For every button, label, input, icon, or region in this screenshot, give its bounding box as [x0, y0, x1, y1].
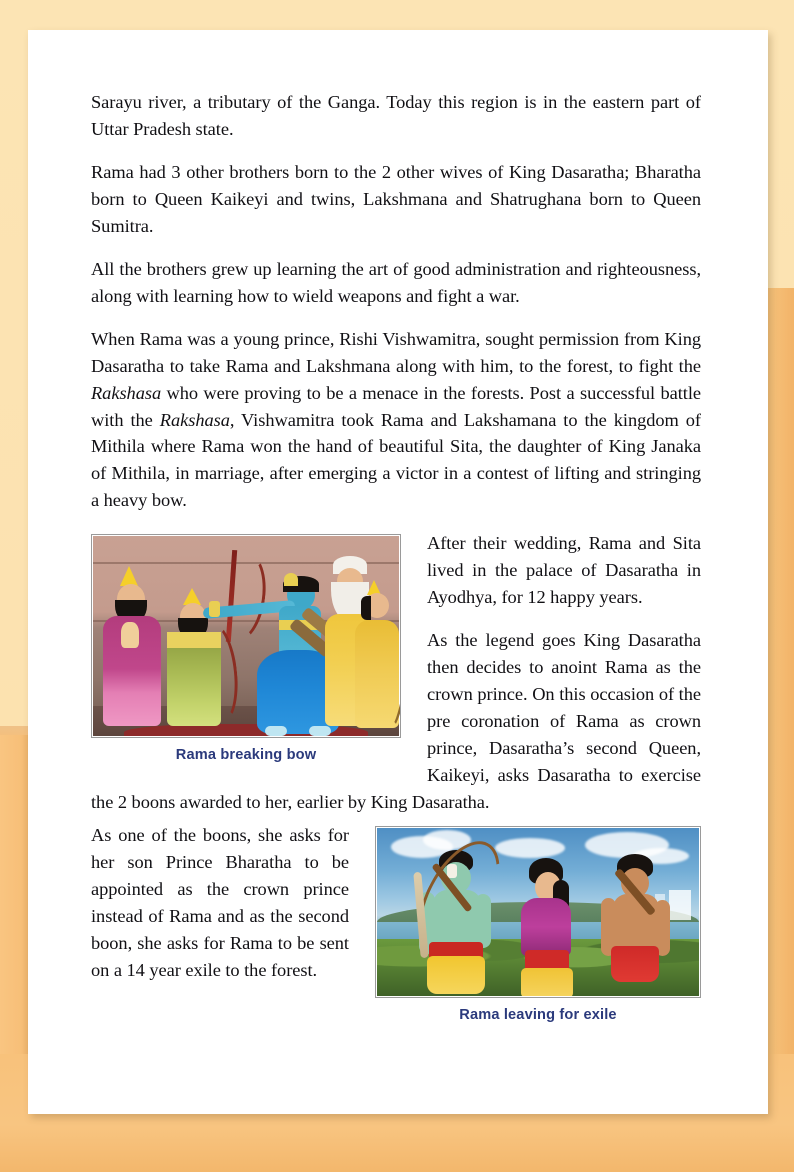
- figure-rama-leaving-for-exile: [375, 826, 701, 1023]
- text-run: When Rama was a young prince, Rishi Vishwamitra, sought permission from King Dasaratha to take Rama and Lakshmana along with him, to the forest, to fight the: [91, 328, 701, 376]
- illustration-rama-leaving-for-exile: [377, 828, 699, 996]
- text-run: All the brothers grew up learning the art of good administration and righteousness, along with learning how to wield weapons and fight a war.: [91, 258, 701, 306]
- page-content: [91, 89, 701, 1027]
- image-frame[interactable]: [375, 826, 701, 998]
- figure-caption: Rama breaking bow: [175, 747, 317, 764]
- paragraph-2: [91, 159, 701, 240]
- image-frame[interactable]: [91, 534, 401, 738]
- text-run: Rama had 3 other brothers born to the 2 other wives of King Dasaratha; Bharatha born to Queen Kaikeyi and twins, Lakshmana and Shatrughana born to Queen Sumitra.: [91, 161, 701, 236]
- text-run: who were proving to be a menace in the forests. Post a successful battle with the: [91, 382, 701, 430]
- text-run: As one of the boons, she asks for her son Prince Bharatha to be appointed as the crown prince instead of Rama and as the second boon, she asks for Rama to be sent on a 14 year exile to the forest.: [91, 824, 349, 980]
- paragraph-4: [91, 326, 701, 515]
- paragraph-1: [91, 89, 701, 143]
- text-run: , Vishwamitra took Rama and Lakshamana to the kingdom of Mithila where Rama won the hand of beautiful Sita, the daughter of King Janaka of Mithila, in marriage, after emerging a victor in a contest of lifting and stringing a heavy bow.: [91, 409, 701, 511]
- text-run: Sarayu river, a tributary of the Ganga. Today this region is in the eastern part of Uttar Pradesh state.: [91, 92, 701, 139]
- figure-text-block-upper: [91, 530, 701, 816]
- figure-rama-breaking-bow: [91, 534, 401, 763]
- figure-text-block-lower: [91, 822, 701, 1027]
- text-run-italic-rakshasa-2: Rakshasa: [159, 409, 230, 430]
- document-page: [28, 30, 768, 1114]
- text-run-italic-rakshasa-1: Rakshasa: [91, 382, 162, 403]
- illustration-rama-breaking-bow: [93, 536, 399, 736]
- text-run: As the legend goes King Dasaratha then decides to anoint Rama as the crown prince. On this occasion of the pre coronation of Rama as crown prince, Dasaratha’s second Queen, Kaikeyi, asks Dasaratha to exercise the 2 boons awarded to her, earlier by King Dasaratha.: [91, 630, 701, 812]
- figure-caption: Rama leaving for exile: [459, 1006, 617, 1023]
- text-run: After their wedding, Rama and Sita lived in the palace of Dasaratha in Ayodhya, for 12 happy years.: [427, 533, 701, 608]
- paragraph-3: [91, 256, 701, 310]
